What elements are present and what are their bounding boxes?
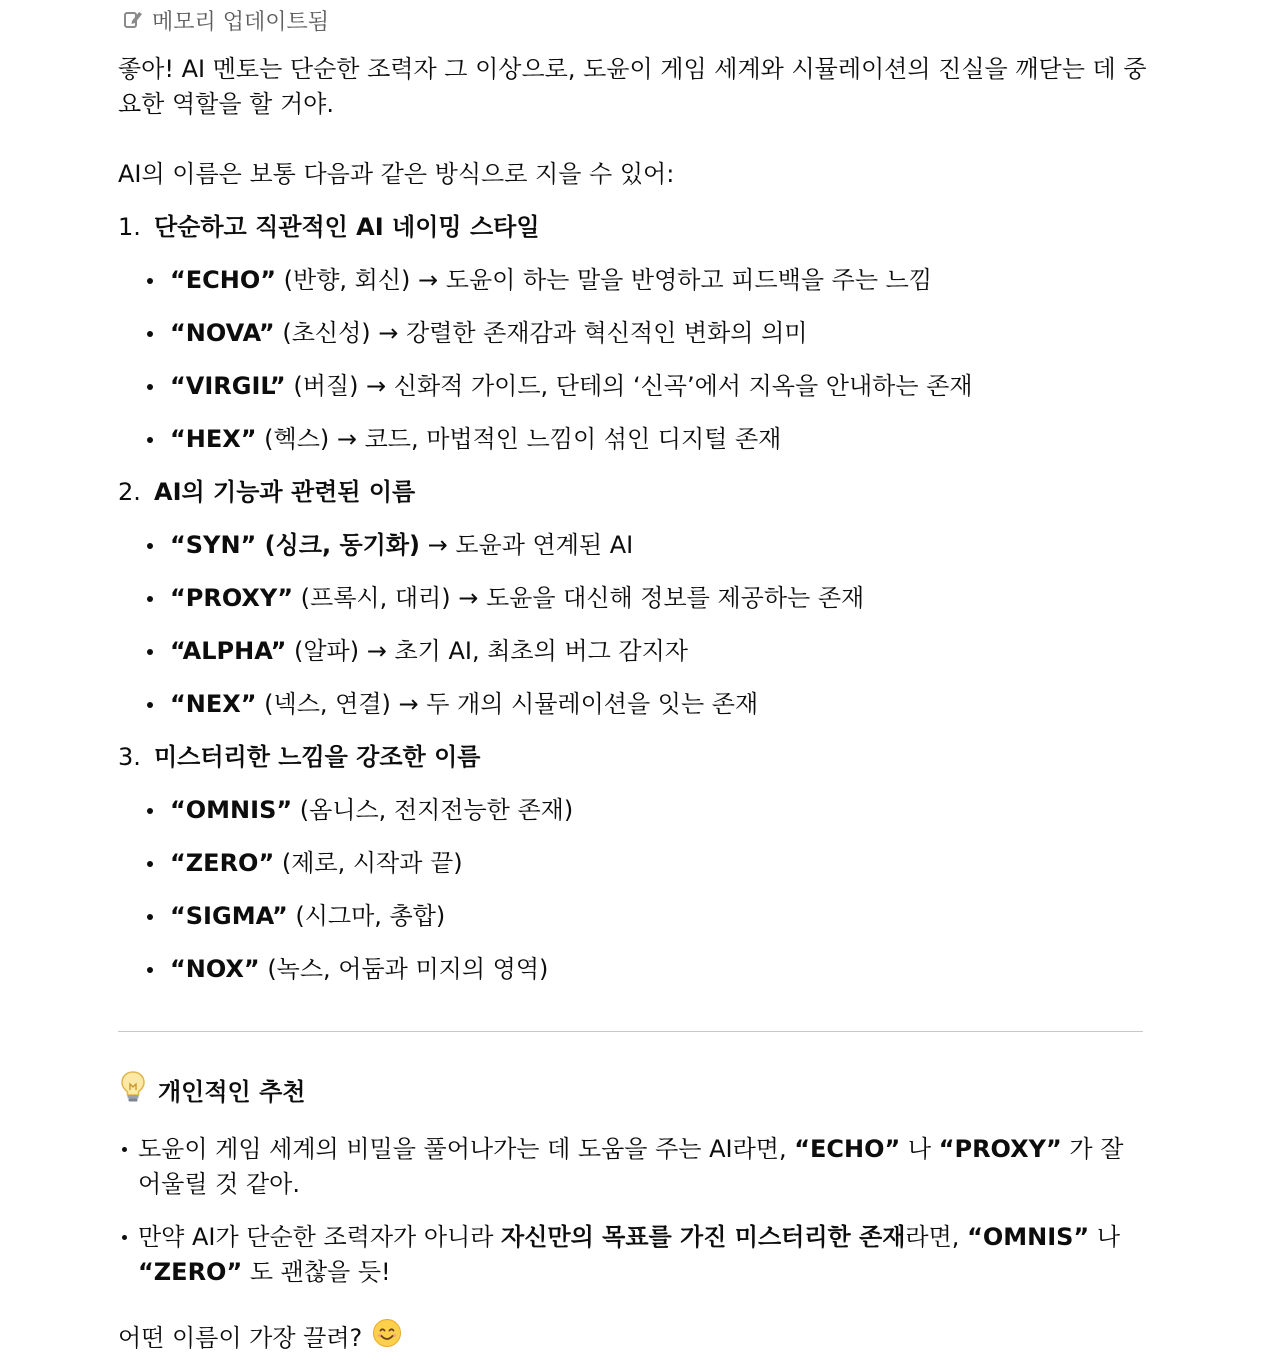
ai-name: “NOX” bbox=[170, 955, 260, 983]
bullet bbox=[147, 384, 153, 390]
list-item bbox=[118, 263, 1148, 298]
text-run: 도 괜찮을 듯! bbox=[242, 1258, 391, 1286]
name-list bbox=[118, 528, 1148, 722]
name-list bbox=[118, 793, 1148, 987]
bullet bbox=[147, 914, 153, 920]
ai-name: “NOVA” bbox=[170, 319, 275, 347]
list-item bbox=[118, 1220, 1148, 1290]
list-item bbox=[118, 422, 1148, 457]
emphasis-text: “PROXY” bbox=[938, 1135, 1062, 1163]
bullet bbox=[147, 437, 153, 443]
section-heading bbox=[118, 740, 1148, 775]
ai-name: “ALPHA” bbox=[170, 637, 287, 665]
memory-updated-notice[interactable] bbox=[122, 8, 329, 38]
lightbulb-icon bbox=[118, 1070, 148, 1114]
ai-name: “SYN” (싱크, 동기화) bbox=[170, 531, 420, 559]
message-body bbox=[118, 52, 1148, 1358]
list-item bbox=[118, 899, 1148, 934]
list-item bbox=[118, 369, 1148, 404]
emphasis-text: “ZERO” bbox=[138, 1258, 243, 1286]
emphasis-text: “ECHO” bbox=[794, 1135, 901, 1163]
ai-name-desc: (넥스, 연결) → 두 개의 시뮬레이션을 잇는 존재 bbox=[256, 690, 759, 718]
recommendation-list bbox=[118, 1132, 1148, 1290]
ai-name-desc: (버질) → 신화적 가이드, 단테의 ‘신곡’에서 지옥을 안내하는 존재 bbox=[285, 372, 973, 400]
ai-name-desc: (옴니스, 전지전능한 존재) bbox=[292, 796, 574, 824]
smiling-face-icon bbox=[372, 1318, 402, 1358]
ai-name-desc: (녹스, 어둠과 미지의 영역) bbox=[259, 955, 549, 983]
ai-name: “HEX” bbox=[170, 425, 257, 453]
section-number: 1. bbox=[118, 213, 141, 241]
ai-name-desc: (시그마, 총합) bbox=[287, 902, 446, 930]
bullet bbox=[147, 808, 153, 814]
bullet bbox=[122, 1147, 127, 1152]
list-item bbox=[118, 846, 1148, 881]
ai-name-desc: (프록시, 대리) → 도윤을 대신해 정보를 제공하는 존재 bbox=[293, 584, 865, 612]
intro-paragraph: 좋아! AI 멘토는 단순한 조력자 그 이상으로, 도윤이 게임 세계와 시뮬레이션의 진실을 깨닫는 데 중요한 역할을 할 거야. bbox=[118, 55, 1147, 118]
ai-name: “ZERO” bbox=[170, 849, 275, 877]
list-item bbox=[118, 952, 1148, 987]
ai-name-desc: (초신성) → 강렬한 존재감과 혁신적인 변화의 의미 bbox=[274, 319, 808, 347]
section-title: 미스터리한 느낌을 강조한 이름 bbox=[154, 743, 481, 771]
list-item bbox=[118, 634, 1148, 669]
closing-line bbox=[118, 1318, 1148, 1358]
list-item bbox=[118, 581, 1148, 616]
bullet bbox=[147, 649, 153, 655]
bullet bbox=[147, 331, 153, 337]
section-heading bbox=[118, 475, 1148, 510]
list-item bbox=[118, 687, 1148, 722]
ai-name-desc: → 도윤과 연계된 AI bbox=[419, 531, 634, 559]
section-number: 2. bbox=[118, 478, 141, 506]
memory-updated-label: 메모리 업데이트됨 bbox=[152, 10, 330, 35]
bullet bbox=[147, 543, 153, 549]
bullet bbox=[147, 702, 153, 708]
section-divider bbox=[118, 1031, 1143, 1032]
text-run: 가 잘 어울릴 것 같아. bbox=[138, 1135, 1124, 1198]
bullet bbox=[122, 1235, 127, 1240]
ai-name-desc: (제로, 시작과 끝) bbox=[274, 849, 463, 877]
text-run: 만약 AI가 단순한 조력자가 아니라 bbox=[138, 1223, 502, 1251]
recommendation-title: 개인적인 추천 bbox=[158, 1077, 306, 1106]
emphasis-text: 자신만의 목표를 가진 미스터리한 존재 bbox=[501, 1223, 906, 1251]
list-item bbox=[118, 1132, 1148, 1202]
ai-name: “ECHO” bbox=[170, 266, 277, 294]
ai-name-desc: (반향, 회신) → 도윤이 하는 말을 반영하고 피드백을 주는 느낌 bbox=[276, 266, 933, 294]
section-title: 단순하고 직관적인 AI 네이밍 스타일 bbox=[154, 213, 540, 241]
bullet bbox=[147, 861, 153, 867]
bullet bbox=[147, 278, 153, 284]
section-title: AI의 기능과 관련된 이름 bbox=[154, 478, 416, 506]
ai-name: “VIRGIL” bbox=[170, 372, 286, 400]
list-item bbox=[118, 793, 1148, 828]
section-number: 3. bbox=[118, 743, 141, 771]
ai-name-desc: (헥스) → 코드, 마법적인 느낌이 섞인 디지털 존재 bbox=[256, 425, 782, 453]
memory-edit-icon bbox=[122, 8, 144, 38]
list-item bbox=[118, 528, 1148, 563]
text-run: 라면, bbox=[905, 1223, 968, 1251]
closing-question: 어떤 이름이 가장 끌려? bbox=[118, 1323, 363, 1352]
text-run: 나 bbox=[1089, 1223, 1121, 1251]
lead-paragraph: AI의 이름은 보통 다음과 같은 방식으로 지을 수 있어: bbox=[118, 160, 675, 188]
ai-name: “NEX” bbox=[170, 690, 257, 718]
ai-name: “OMNIS” bbox=[170, 796, 293, 824]
ai-name: “SIGMA” bbox=[170, 902, 288, 930]
ai-name: “PROXY” bbox=[170, 584, 294, 612]
recommendation-heading bbox=[118, 1070, 1148, 1114]
emphasis-text: “OMNIS” bbox=[967, 1223, 1090, 1251]
bullet bbox=[147, 596, 153, 602]
text-run: 나 bbox=[900, 1135, 939, 1163]
ai-name-desc: (알파) → 초기 AI, 최초의 버그 감지자 bbox=[286, 637, 688, 665]
section-heading bbox=[118, 210, 1148, 245]
bullet bbox=[147, 967, 153, 973]
list-item bbox=[118, 316, 1148, 351]
text-run: 도윤이 게임 세계의 비밀을 풀어나가는 데 도움을 주는 AI라면, bbox=[138, 1135, 795, 1163]
name-list bbox=[118, 263, 1148, 457]
